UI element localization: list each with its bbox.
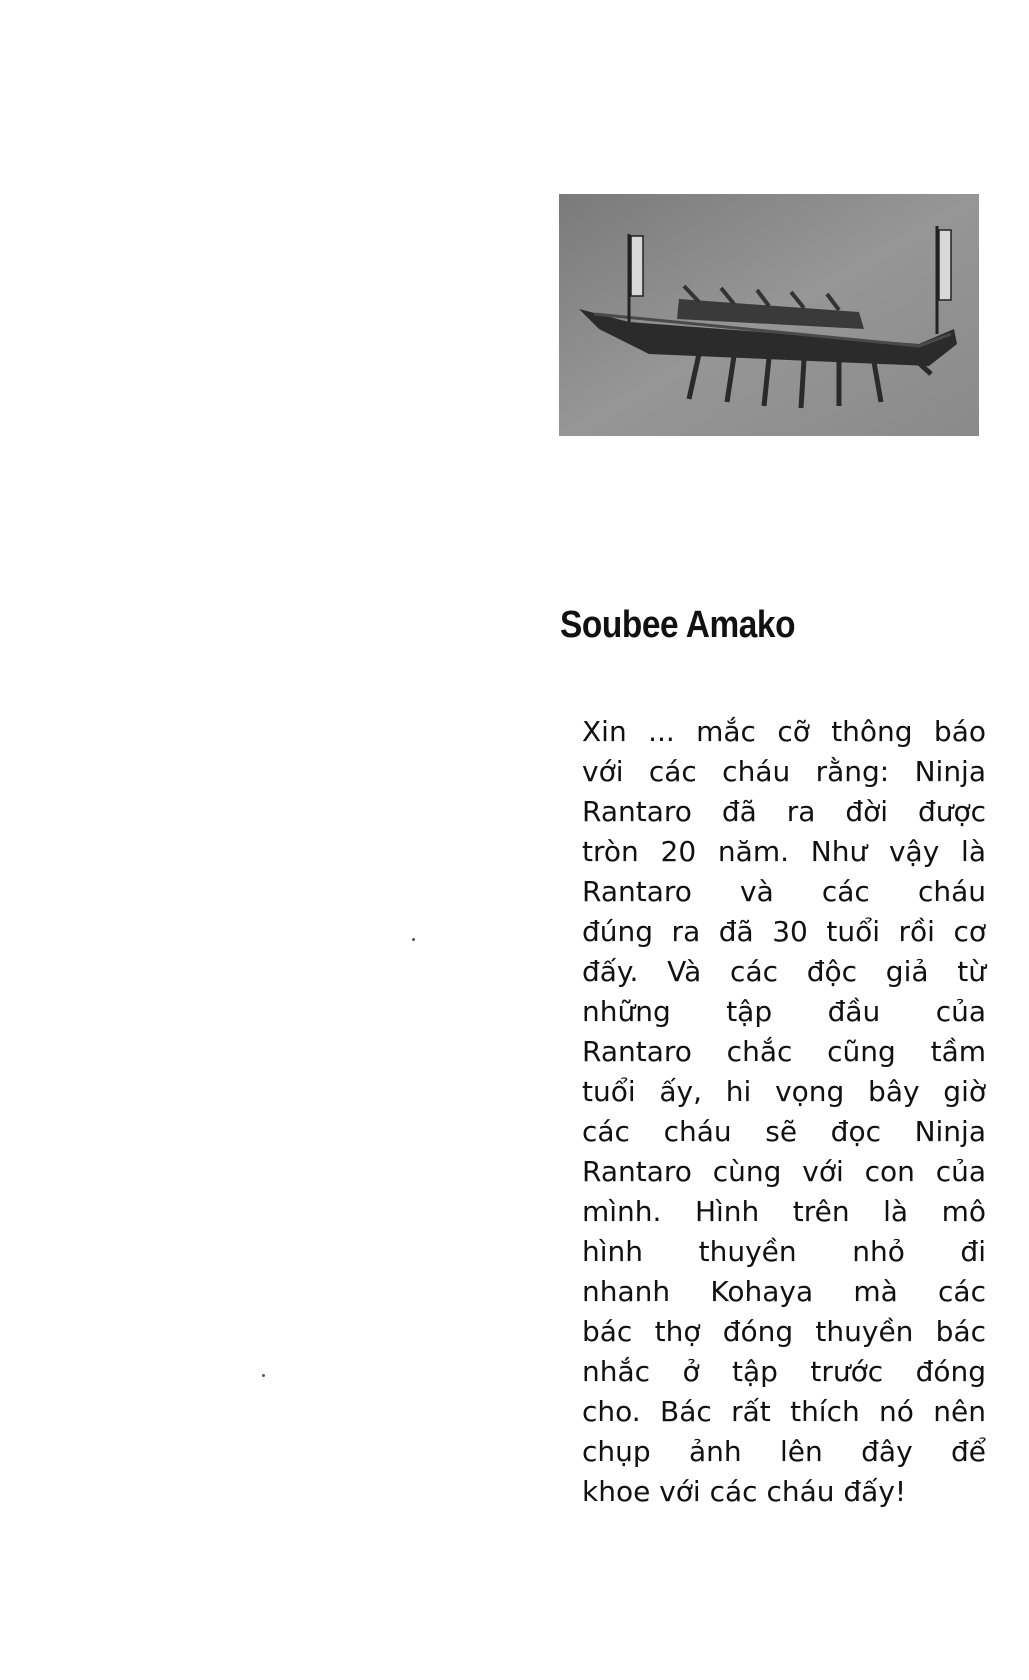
text-line: hình thuyền nhỏ đi — [582, 1235, 986, 1268]
text-line: chụp ảnh lên đây để — [582, 1435, 986, 1468]
scan-speck — [262, 1374, 265, 1377]
scan-speck — [412, 938, 415, 941]
text-line: các cháu sẽ đọc Ninja — [582, 1115, 986, 1148]
boat-icon — [559, 194, 979, 436]
text-line: nhanh Kohaya mà các — [582, 1275, 986, 1308]
text-line: đấy. Và các độc giả từ — [582, 955, 986, 988]
text-line: cho. Bác rất thích nó nên — [582, 1395, 986, 1428]
text-line: tròn 20 năm. Như vậy là — [582, 835, 986, 868]
text-line: đúng ra đã 30 tuổi rồi cơ — [582, 915, 986, 948]
text-line: Xin ... mắc cỡ thông báo — [582, 715, 986, 748]
text-line: những tập đầu của — [582, 995, 986, 1028]
page-title: Soubee Amako — [560, 604, 796, 646]
boat-model-photo — [559, 194, 979, 436]
text-line: mình. Hình trên là mô — [582, 1195, 986, 1228]
article-body — [582, 712, 986, 1512]
text-line: nhắc ở tập trước đóng — [582, 1355, 986, 1388]
text-line: với các cháu rằng: Ninja — [582, 755, 986, 788]
text-line: Rantaro chắc cũng tầm — [582, 1035, 986, 1068]
text-line: khoe với các cháu đấy! — [582, 1475, 907, 1508]
text-line: Rantaro cùng với con của — [582, 1155, 986, 1188]
text-line: Rantaro và các cháu — [582, 875, 986, 908]
text-line: Rantaro đã ra đời được — [582, 795, 986, 828]
text-line: tuổi ấy, hi vọng bây giờ — [582, 1075, 986, 1108]
text-line: bác thợ đóng thuyền bác — [582, 1315, 986, 1348]
